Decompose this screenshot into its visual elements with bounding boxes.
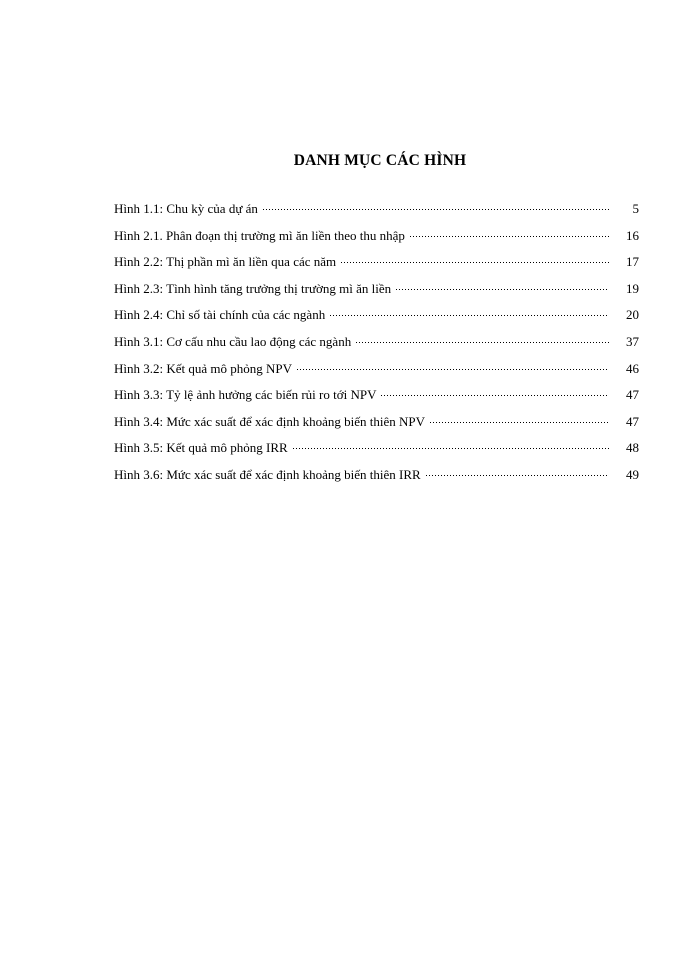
dot-leader [395, 283, 609, 293]
page-title: DANH MỤC CÁC HÌNH [293, 152, 467, 169]
figure-entry-label: Hình 3.5: Kết quả mô phỏng IRR [114, 440, 288, 456]
figure-entry-page: 37 [626, 333, 639, 349]
figure-entry [114, 228, 639, 255]
figure-entry-label: Hình 3.6: Mức xác suất để xác định khoảng biến thiên IRR [114, 466, 421, 482]
figure-entry-label: Hình 3.3: Tỷ lệ ảnh hưởng các biến rủi ro tới NPV [114, 387, 377, 403]
figure-entry-label: Hình 3.1: Cơ cấu nhu cầu lao động các ngành [114, 333, 352, 349]
dot-leader [425, 469, 609, 479]
figure-entry-page: 5 [632, 201, 639, 216]
figure-entry-page: 48 [626, 440, 639, 456]
figure-entry-page: 46 [626, 360, 639, 376]
figure-entry-page: 49 [626, 466, 639, 482]
figure-entry [114, 387, 639, 414]
dot-leader [380, 389, 609, 399]
figure-entry [114, 440, 639, 467]
dot-leader [296, 363, 609, 373]
dot-leader [292, 442, 609, 452]
dot-leader [355, 336, 609, 346]
figure-entry-label: Hình 1.1: Chu kỳ của dự án [114, 201, 258, 216]
figure-entry-page: 47 [626, 387, 639, 403]
dot-leader [340, 256, 609, 266]
figure-entry-label: Hình 2.4: Chỉ số tài chính của các ngành [114, 307, 326, 323]
dot-leader [262, 203, 609, 213]
figure-entry [114, 281, 639, 308]
figure-entry [114, 467, 639, 494]
figure-entry-page: 20 [626, 307, 639, 323]
figure-entry-label: Hình 2.1. Phân đoạn thị trường mì ăn liền theo thu nhập [114, 227, 405, 243]
figure-entry-label: Hình 3.4: Mức xác suất để xác định khoảng biến thiên NPV [114, 413, 426, 429]
figure-list [114, 201, 639, 494]
figure-entry-label: Hình 3.2: Kết quả mô phỏng NPV [114, 360, 293, 376]
figure-entry [114, 254, 639, 281]
dot-leader [329, 309, 609, 319]
dot-leader [429, 416, 609, 426]
figure-entry-page: 19 [626, 280, 639, 296]
figure-entry [114, 361, 639, 388]
figure-entry-label: Hình 2.3: Tình hình tăng trưởng thị trường mì ăn liền [114, 280, 392, 296]
dot-leader [409, 230, 609, 240]
figure-entry [114, 414, 639, 441]
figure-entry-page: 17 [626, 254, 639, 270]
figure-entry [114, 201, 639, 228]
figure-entry-page: 47 [626, 413, 639, 429]
figure-entry-page: 16 [626, 227, 639, 243]
figure-entry [114, 334, 639, 361]
figure-entry [114, 307, 639, 334]
figure-entry-label: Hình 2.2: Thị phần mì ăn liền qua các năm [114, 254, 337, 270]
